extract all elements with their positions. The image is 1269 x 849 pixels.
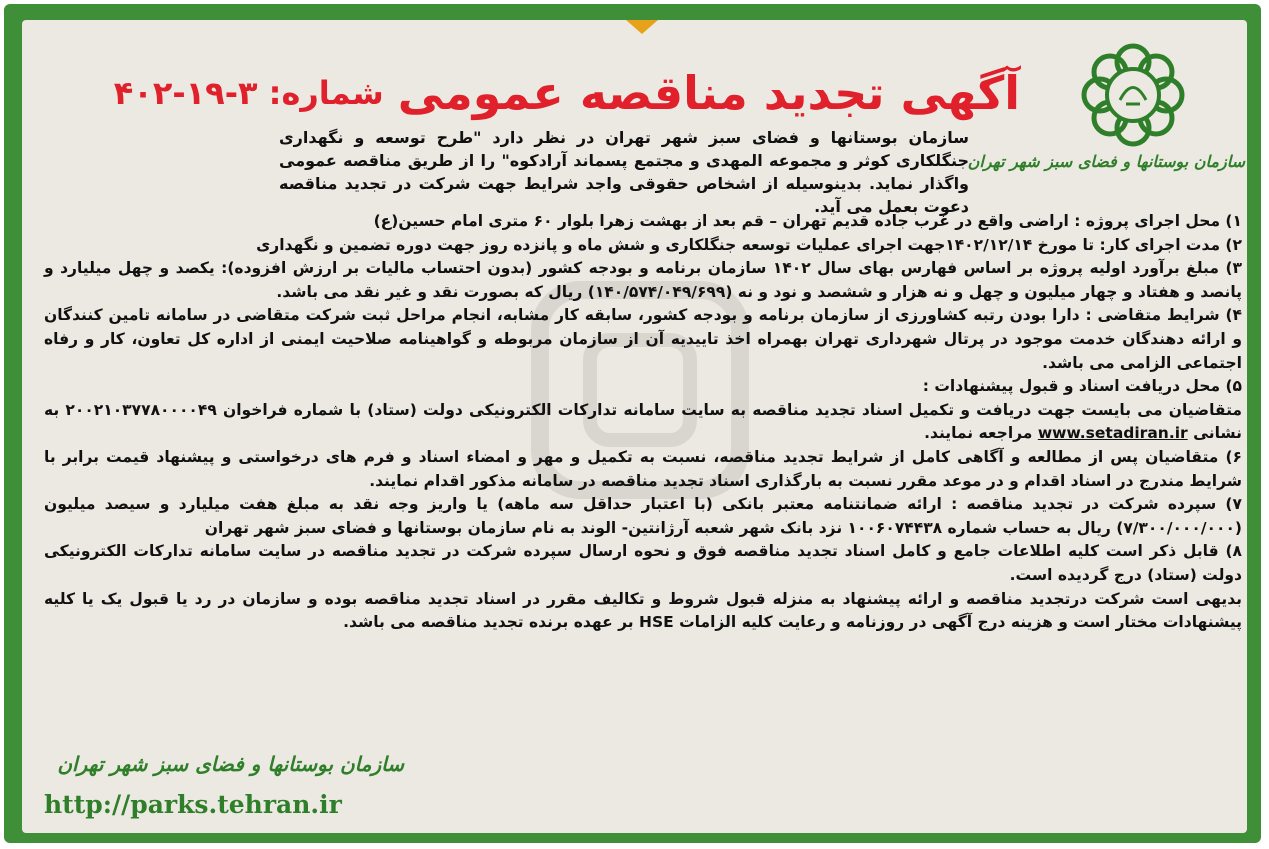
- ad-body: [44, 210, 1242, 635]
- footer-website-link[interactable]: http://parks.tehran.ir: [44, 790, 342, 819]
- ad-title: آگهی تجدید مناقصه عمومی: [397, 66, 1020, 120]
- item-deposit: ۷) سپرده شرکت در تجدید مناقصه : ارائه ضمانتنامه معتبر بانکی (با اعتبار حداقل سه ماهه) یا واریز وجه نقد به مبلغ هفت میلیارد و سیصد میلیون (۷/۳۰۰/۰۰۰/۰۰۰) ریال به حساب شماره ۱۰۰۶۰۷۴۴۳۸ نزد بانک شهر شعبه آرژانتین- الوند به نام سازمان بوستانها و فضای سبز شهر تهران: [44, 495, 1242, 537]
- closing-note: بدیهی است شرکت درتجدید مناقصه و ارائه پیشنهاد به منزله قبول شروط و تکالیف مقرر در اسناد تجدید مناقصه بوده و سازمان در رد یا قبول یک یا کلیه پیشنهادات مختار است و هزینه درج آگهی در روزنامه و رعایت کلیه الزامات HSE بر عهده برنده تجدید مناقصه می باشد.: [44, 589, 1242, 632]
- footer-org-name: سازمان بوستانها و فضای سبز شهر تهران: [57, 752, 404, 776]
- ad-title-row: [113, 58, 1020, 128]
- documents-text-after: مراجعه نمایند.: [924, 424, 1033, 443]
- item-submission: ۶) متقاضیان پس از مطالعه و آگاهی کامل از شرایط تجدید مناقصه، نسبت به تکمیل و مهر و امضاء اسناد و فرم های درخواستی و پیشنهاد قیمت برابر با شرایط مندرج در اسناد اقدام و در موعد مقرر نسبت به بارگذاری اسناد تجدید مناقصه در سامانه مذکور اقدام نمایند.: [44, 447, 1242, 490]
- item-duration: ۲) مدت اجرای کار: تا مورخ ۱۴۰۲/۱۲/۱۴جهت اجرای عملیات توسعه جنگلکاری و شش ماه و پانزده روز جهت دوره تضمین و نگهداری: [256, 235, 1242, 254]
- item-location: ۱) محل اجرای پروژه : اراضی واقع در غرب جاده قدیم تهران – قم بعد از بهشت زهرا بلوار ۶۰ متری امام حسین(ع): [373, 212, 1242, 230]
- item-documents-text: [44, 399, 1242, 446]
- org-logo-caption: سازمان بوستانها و فضای سبز شهر تهران: [967, 152, 1245, 171]
- item-requirements: ۴) شرایط متقاضی : دارا بودن رتبه کشاورزی از سازمان برنامه و بودجه کشور، سابقه کار مشابه، انجام مراحل ثبت شرکت متقاضی در سامانه تامین کنندگان و ارائه دهندگان خدمت موجود در پرتال شهرداری تهران بهمراه اخذ تاییدیه آن از سازمان مربوطه و گواهینامه صلاحیت ایمنی از اداره کل تعاون، کار و رفاه اجتماعی الزامی می باشد.: [44, 306, 1242, 372]
- intro-paragraph: سازمان بوستانها و فضای سبز شهر تهران در نظر دارد "طرح توسعه و نگهداری جنگلکاری کوثر و مجموعه المهدی و مجتمع پسماند آرادکوه" را از طریق مناقصه عمومی واگذار نماید. بدینوسیله از اشخاص حقوقی واجد شرایط جهت شرکت در تجدید مناقصه دعوت بعمل می آید.: [279, 128, 969, 216]
- documents-text-before: متقاضیان می بایست جهت دریافت و تکمیل اسناد تجدید مناقصه به سایت سامانه تدارکات الکترونیکی دولت (ستاد) با شماره فراخوان ۲۰۰۲۱۰۳۷۷۸۰۰۰۰۴۹ به نشانی: [44, 400, 1242, 443]
- item-documents-heading: ۵) محل دریافت اسناد و قبول پیشنهادات :: [922, 377, 1242, 396]
- item-info-note: ۸) قابل ذکر است کلیه اطلاعات جامع و کامل اسناد تجدید مناقصه فوق و نحوه ارسال سپرده شرکت در تجدید مناقصه در سایت سامانه تدارکات الکترونیکی دولت (ستاد) درج گردیده است.: [44, 542, 1242, 584]
- setadiran-link[interactable]: www.setadiran.ir: [1037, 424, 1188, 443]
- item-estimate: ۳) مبلغ برآورد اولیه پروژه بر اساس فهارس بهای سال ۱۴۰۲ سازمان برنامه و بودجه کشور (بدون احتساب مالیات بر ارزش افزوده): یکصد و چهل میلیارد و پانصد و هفتاد و چهار میلیون و چهل و نه هزار و ششصد و نود و نه (۱۴۰/۵۷۴/۰۴۹/۶۹۹) ریال که بصورت نقد و غیر نقد می باشد.: [44, 259, 1242, 301]
- top-notch-marker: [626, 20, 658, 34]
- tehran-parks-logo-icon: [1078, 40, 1188, 150]
- tender-number: شماره: ۳-۱۹-۴۰۲: [113, 74, 384, 112]
